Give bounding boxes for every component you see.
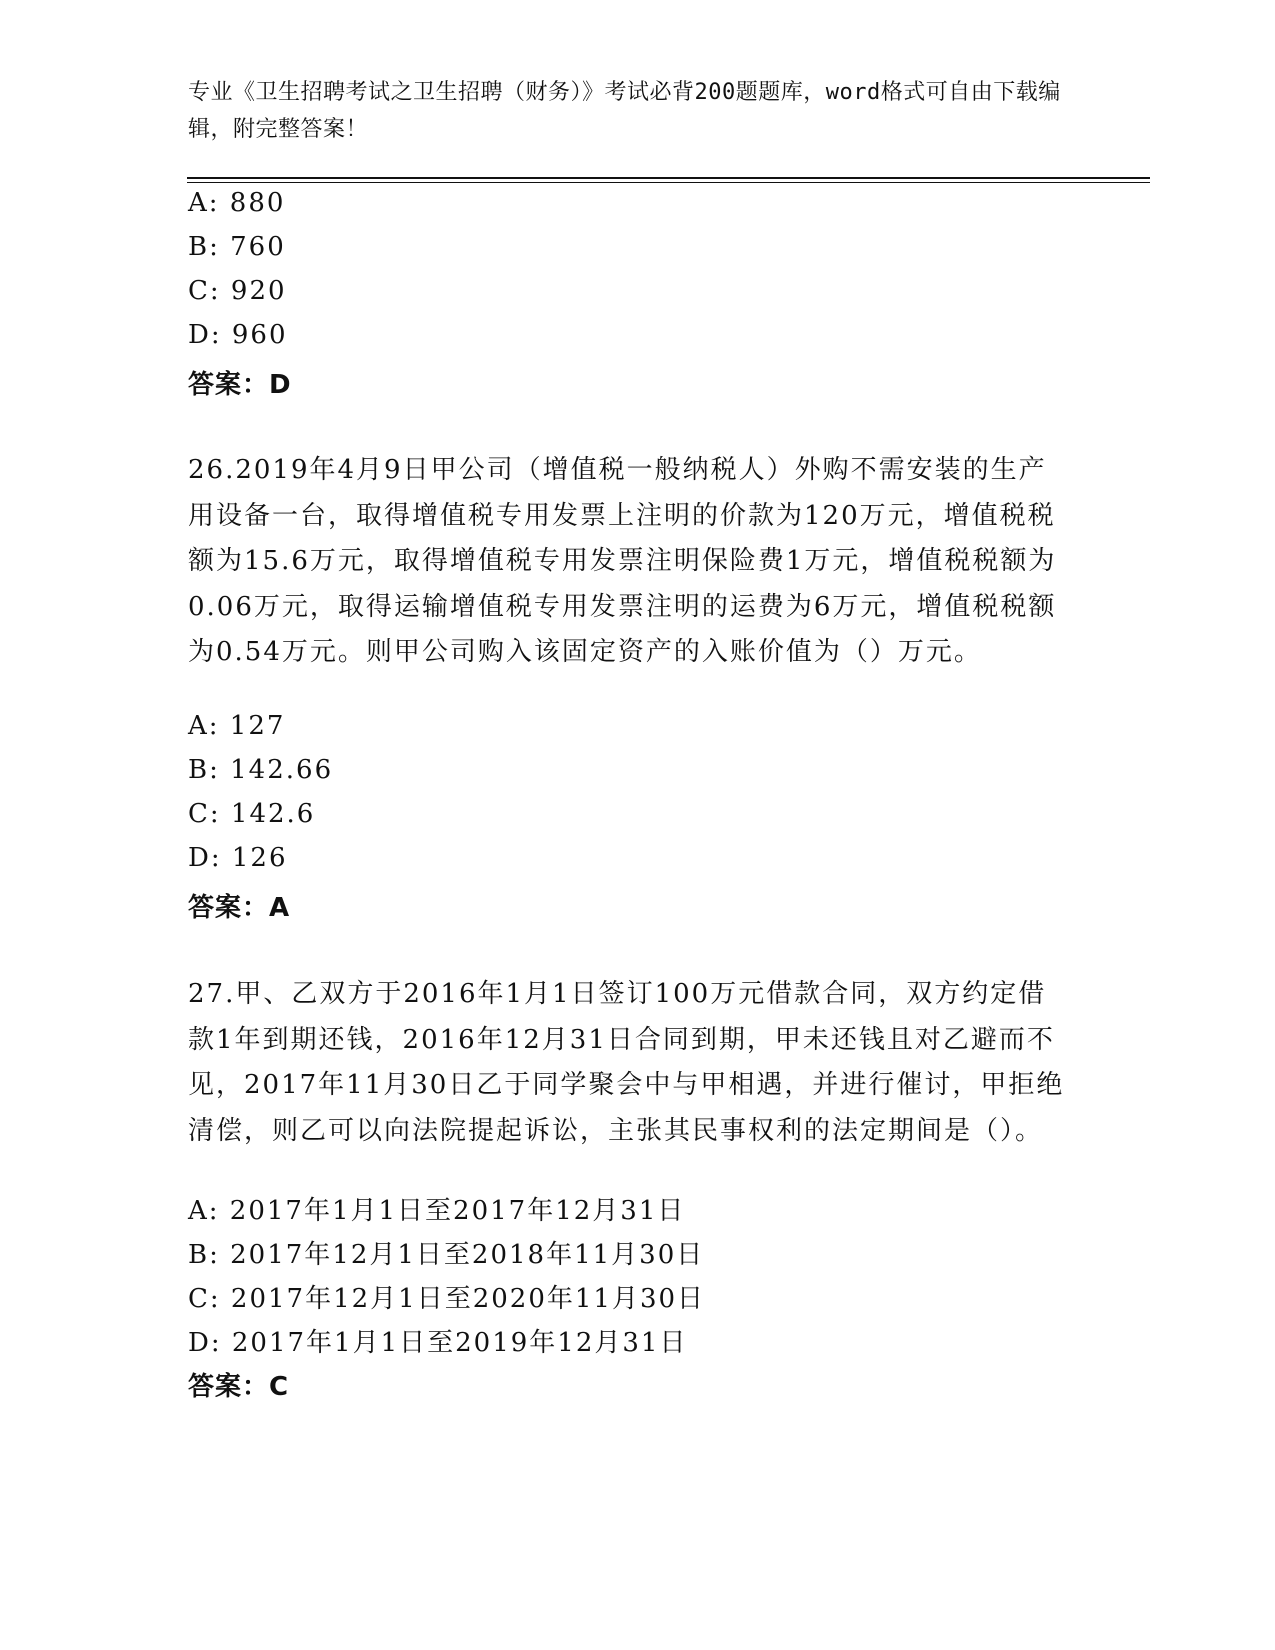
q26-option-b: B: 142.66 [188,755,334,785]
header-rule-thin [187,182,1150,183]
q25-answer: 答案：D [188,370,292,400]
q26-option-d: D: 126 [188,843,288,873]
document-header-intro: 专业《卫生招聘考试之卫生招聘（财务）》考试必背200题题库，word格式可自由下载编辑，附完整答案！ [188,80,1061,142]
q26-stem: 26.2019年4月9日甲公司（增值税一般纳税人）外购不需安装的生产用设备一台，取得增值税专用发票上注明的价款为120万元，增值税税额为15.6万元，取得增值税专用发票注明保险费1万元，增值税税额为0.06万元，取得运输增值税专用发票注明的运费为6万元，增值税税额为0.54万元。则甲公司购入该固定资产的入账价值为（）万元。 [188,455,1057,667]
q25-option-a: A: 880 [188,188,286,218]
q25-option-d: D: 960 [188,320,288,350]
q26-answer: 答案：A [188,893,291,923]
q25-option-b: B: 760 [188,232,286,262]
q27-stem: 27.甲、乙双方于2016年1月1日签订100万元借款合同，双方约定借款1年到期还钱，2016年12月31日合同到期，甲未还钱且对乙避而不见，2017年11月30日乙于同学聚会中与甲相遇，并进行催讨，甲拒绝清偿，则乙可以向法院提起诉讼，主张其民事权利的法定期间是（）。 [188,979,1065,1146]
q27-option-b: B: 2017年12月1日至2018年11月30日 [188,1240,705,1270]
q26-option-c: C: 142.6 [188,799,316,829]
q27-option-a: A: 2017年1月1日至2017年12月31日 [188,1196,686,1226]
q25-option-c: C: 920 [188,276,287,306]
q27-answer: 答案：C [188,1372,290,1402]
q26-option-a: A: 127 [188,711,286,741]
header-rule-thick [187,177,1150,179]
q27-option-d: D: 2017年1月1日至2019年12月31日 [188,1328,688,1358]
q27-option-c: C: 2017年12月1日至2020年11月30日 [188,1284,706,1314]
